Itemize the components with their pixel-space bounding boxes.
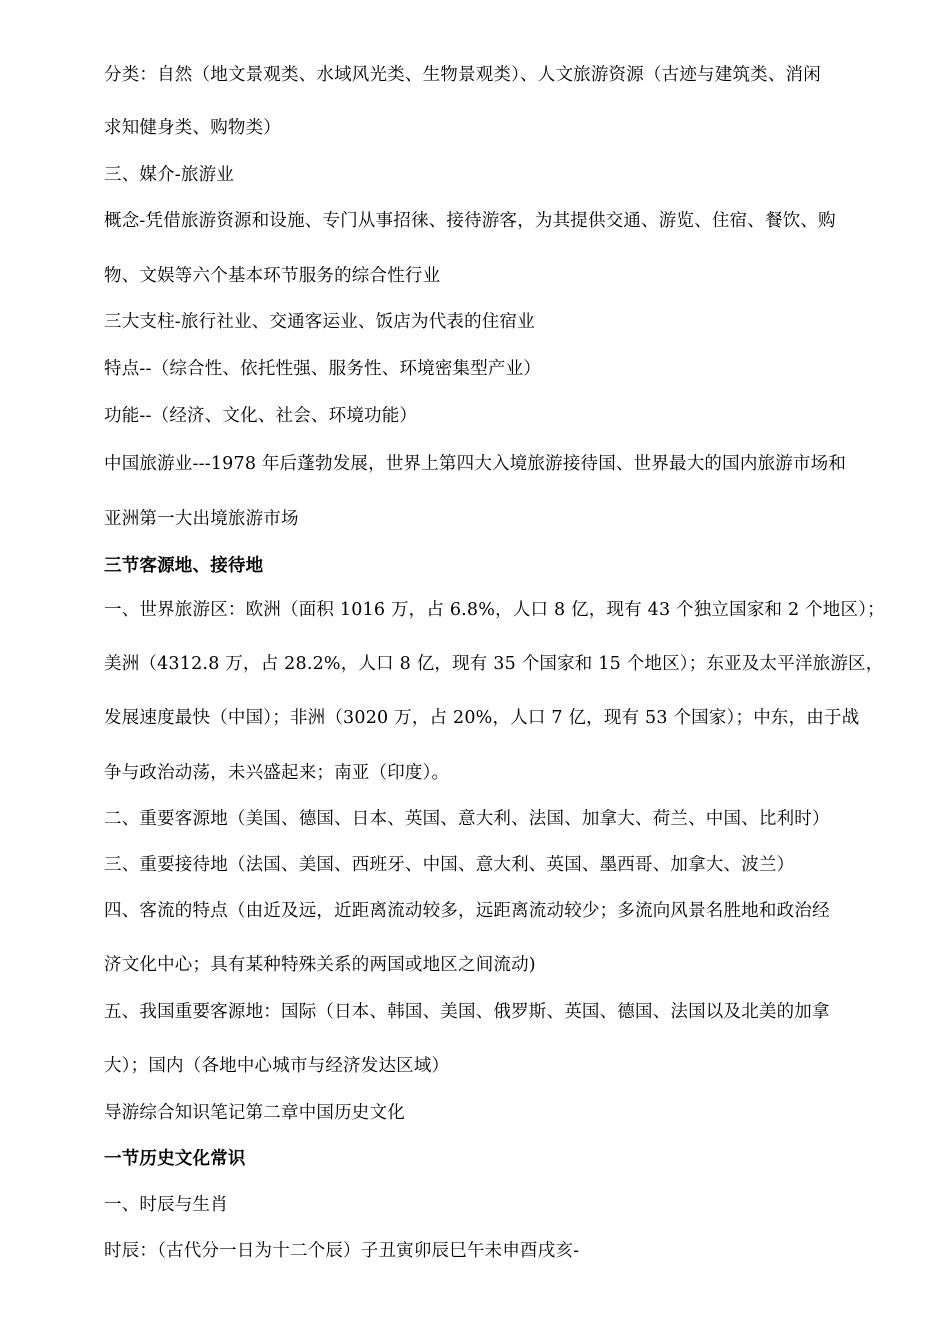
text-line: 二、重要客源地（美国、德国、日本、英国、意大利、法国、加拿大、荷兰、中国、比利时） [104,809,830,829]
text-line: 时辰：（古代分一日为十二个辰）子丑寅卯辰巳午未申酉戌亥- [104,1241,580,1261]
section-heading: 三节客源地、接待地 [104,556,264,576]
text-line: 一、世界旅游区：欧洲（面积 1016 万，占 6.8%，人口 8 亿，现有 43 个独立国家和 2 个地区）； [104,600,885,620]
text-line: 三大支柱-旅行社业、交通客运业、饭店为代表的住宿业 [104,312,535,332]
text-line: 美洲（4312.8 万，占 28.2%，人口 8 亿，现有 35 个国家和 15 个地区）；东亚及太平洋旅游区， [104,654,884,674]
text-line: 五、我国重要客源地：国际（日本、韩国、美国、俄罗斯、英国、德国、法国以及北美的加拿 [104,1002,830,1022]
text-line: 争与政治动荡，未兴盛起来；南亚（印度）。 [104,763,450,783]
text-line: 发展速度最快（中国）；非洲（3020 万，占 20%，人口 7 亿，现有 53 个国家）；中东，由于战 [104,708,860,728]
text-line: 功能--（经济、文化、社会、环境功能） [104,406,418,426]
text-line: 分类：自然（地文景观类、水域风光类、生物景观类）、人文旅游资源（古迹与建筑类、消闲 [104,65,821,85]
text-line: 三、媒介-旅游业 [104,165,235,185]
text-line: 亚洲第一大出境旅游市场 [104,509,299,529]
text-line: 导游综合知识笔记第二章中国历史文化 [104,1103,405,1123]
text-line: 四、客流的特点（由近及远，近距离流动较多，远距离流动较少；多流向风景名胜地和政治经 [104,901,830,921]
text-line: 特点--（综合性、依托性强、服务性、环境密集型产业） [104,359,542,379]
text-line: 济文化中心；具有某种特殊关系的两国或地区之间流动) [104,955,536,975]
text-line: 三、重要接待地（法国、美国、西班牙、中国、意大利、英国、墨西哥、加拿大、波兰） [104,855,795,875]
text-line: 概念-凭借旅游资源和设施、专门从事招徕、接待游客，为其提供交通、游览、住宿、餐饮、购 [104,211,836,231]
text-line: 求知健身类、购物类） [104,118,281,138]
text-line: 大）；国内（各地中心城市与经济发达区域） [104,1056,450,1076]
text-line: 物、文娱等六个基本环节服务的综合性行业 [104,266,441,286]
text-line: 一、时辰与生肖 [104,1195,228,1215]
section-heading: 一节历史文化常识 [104,1149,246,1169]
text-line: 中国旅游业---1978 年后蓬勃发展，世界上第四大入境旅游接待国、世界最大的国内旅游市场和 [104,454,847,474]
